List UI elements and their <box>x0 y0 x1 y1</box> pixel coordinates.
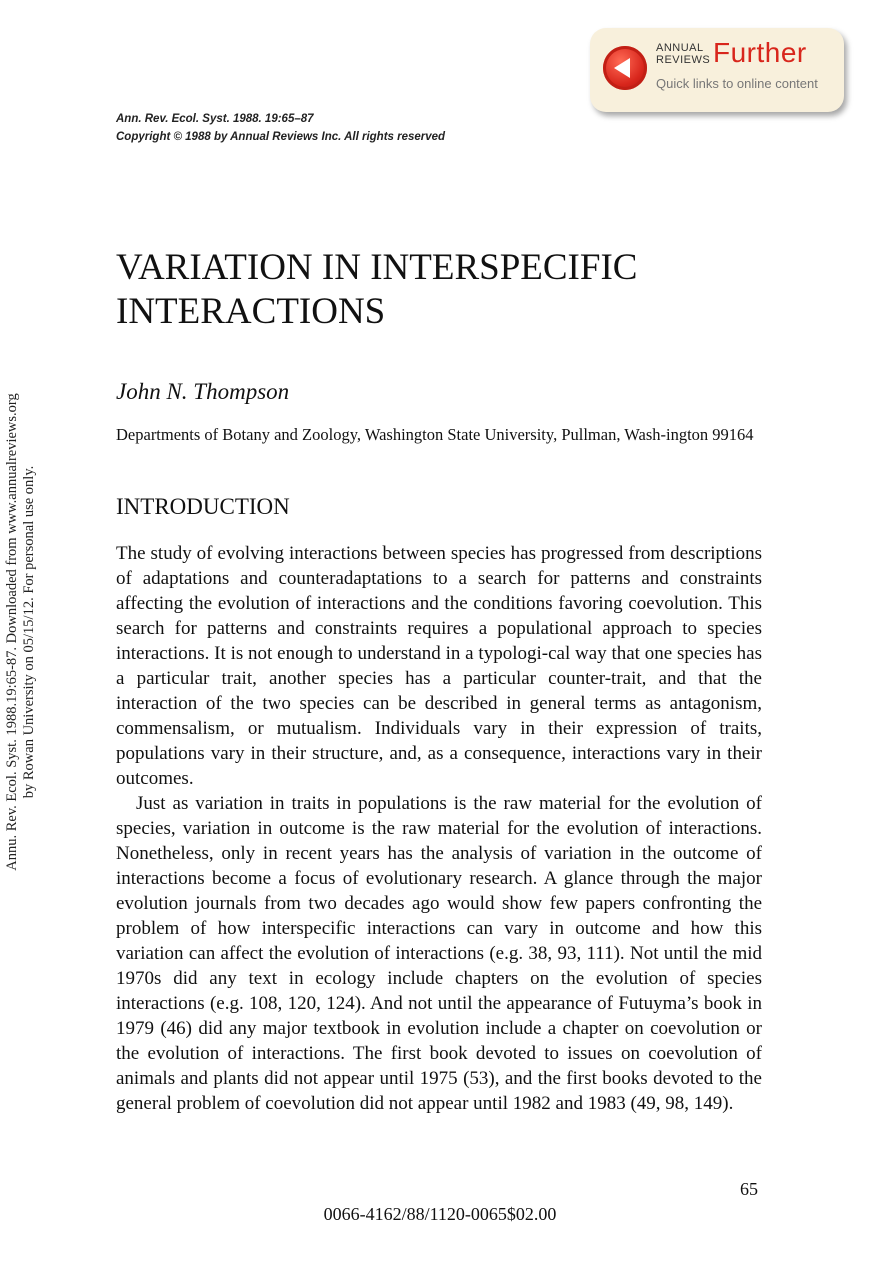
journal-citation <box>116 110 445 146</box>
download-note <box>4 352 38 912</box>
author-name: John N. Thompson <box>116 379 290 404</box>
download-note-line1: Annu. Rev. Ecol. Syst. 1988.19:65-87. Downloaded from www.annualreviews.org <box>4 393 20 871</box>
badge-reviews-label: REVIEWS <box>656 54 711 66</box>
badge-annual-label: ANNUAL <box>656 42 704 54</box>
page-number: 65 <box>740 1179 758 1199</box>
journal-line: Ann. Rev. Ecol. Syst. 1988. 19:65–87 <box>116 113 314 125</box>
article-body <box>116 541 762 1116</box>
paragraph: Just as variation in traits in populations is the raw material for the evolution of species, variation in outcome is the raw material for the evolution of interactions. Nonetheless, only in recent years has the analysis of variation in the outcome of interactions become a focus of evolutionary research. A glance through the major evolution journals from two decades ago would show few papers confronting the problem of how interspecific interactions can vary in outcome and how this variation can affect the evolution of interactions (e.g. 38, 93, 111). Not until the mid 1970s did any text in ecology include chapters on the evolution of species interactions (e.g. 108, 120, 124). And not until the appearance of Futuyma’s book in 1979 (46) did any major textbook in evolution include a chapter on coevolution or the evolution of interactions. The first book devoted to issues on coevolution of animals and plants did not appear until 1975 (53), and the first books devoted to the general problem of coevolution did not appear until 1982 and 1983 (49, 98, 149). <box>116 793 762 1114</box>
annual-reviews-further-badge[interactable] <box>590 28 844 112</box>
article-title <box>116 246 796 334</box>
title-line-2: INTERACTIONS <box>116 291 386 332</box>
author-affiliation: Departments of Botany and Zoology, Washington State University, Pullman, Wash-ington 99164 <box>116 425 754 444</box>
paragraph: The study of evolving interactions between species has progressed from descriptions of adaptations and counteradaptations to a search for patterns and constraints affecting the evolution of interactions and the conditions favoring coevolution. This search for patterns and constraints requires a populational approach to species interactions. It is not enough to understand in a typologi-cal way that one species has a particular trait, another species has a particular counter-trait, and that the interaction of the two species can be described in general terms as antagonism, commensalism, or mutualism. Individuals vary in their expression of traits, populations vary in their structure, and, as a consequence, interactions vary in their outcomes. <box>116 543 762 789</box>
article-code: 0066-4162/88/1120-0065$02.00 <box>323 1204 557 1224</box>
badge-subtitle: Quick links to online content <box>656 76 818 91</box>
section-heading: INTRODUCTION <box>116 494 290 519</box>
badge-further-label: Further <box>713 37 807 68</box>
copyright-line: Copyright © 1988 by Annual Reviews Inc. All rights reserved <box>116 131 446 143</box>
download-note-line2: by Rowan University on 05/15/12. For personal use only. <box>21 465 37 799</box>
title-line-1: VARIATION IN INTERSPECIFIC <box>116 247 638 288</box>
back-arrow-icon[interactable] <box>603 46 647 90</box>
